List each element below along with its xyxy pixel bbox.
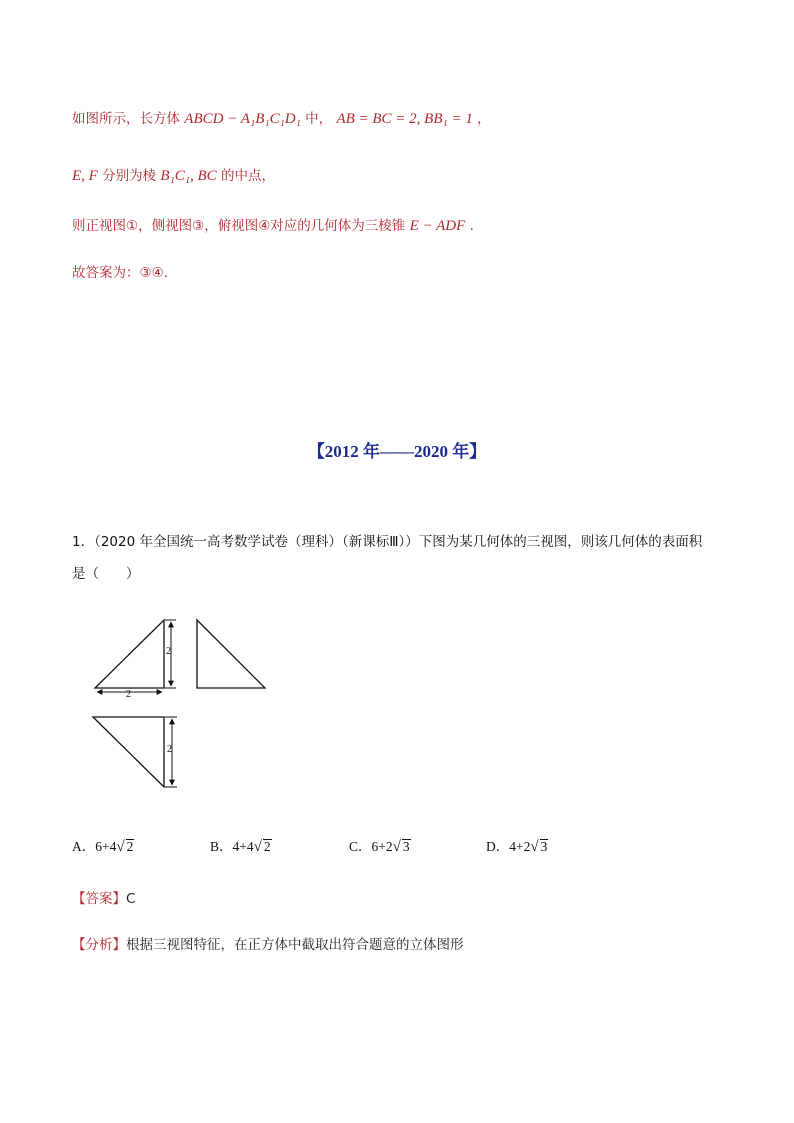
solution-line-4-text: 故答案为：③④.	[72, 265, 168, 281]
solution-line-1-pre: 如图所示，长方体	[72, 111, 185, 127]
option-b[interactable]: B．4+4√ 2	[210, 839, 271, 855]
option-c-rad: 3	[402, 839, 410, 854]
front-view-triangle	[95, 620, 164, 688]
side-view-triangle	[197, 620, 265, 688]
solution-line-2-mid: 分别为棱	[97, 168, 161, 184]
solution-line-2-math2: B₁C₁, BC	[160, 168, 217, 184]
option-b-expr: 4+4	[232, 839, 254, 854]
top-height-label: 2	[167, 744, 172, 755]
solution-line-1-mid: 中，	[300, 111, 337, 127]
solution-line-1-end: ，	[472, 111, 491, 127]
option-a-letter: A．	[72, 839, 96, 854]
answer-value: C	[126, 891, 136, 907]
top-view-triangle	[93, 717, 164, 787]
solution-line-1-math: ABCD − A₁B₁C₁D₁	[184, 111, 301, 127]
front-width-label: 2	[126, 689, 131, 700]
option-b-rad: 2	[263, 839, 271, 854]
analysis-label: 【分析】	[72, 937, 126, 953]
analysis-line	[72, 933, 464, 953]
section-heading: 【2012 年——2020 年】	[307, 442, 487, 461]
option-a[interactable]: A．6+4√ 2	[72, 839, 134, 855]
option-d-letter: D．	[486, 839, 510, 854]
solution-line-2-math: E, F	[72, 168, 98, 184]
answer-label: 【答案】	[72, 891, 126, 907]
analysis-text: 根据三视图特征，在正方体中截取出符合题意的立体图形	[126, 937, 464, 953]
solution-line-3-end: .	[465, 218, 474, 234]
question-line-2: 是（ ）	[72, 566, 140, 582]
option-c-letter: C．	[349, 839, 372, 854]
option-a-expr: 6+4	[95, 839, 117, 854]
solution-line-3-pre: 则正视图①，侧视图③，俯视图④对应的几何体为三棱锥	[72, 218, 410, 234]
option-c-expr: 6+2	[371, 839, 393, 854]
front-height-label: 2	[166, 646, 171, 657]
solution-line-3-math: E − ADF	[409, 218, 466, 234]
question-line-1: 1．（2020 年全国统一高考数学试卷（理科）（新课标Ⅲ））下图为某几何体的三视图，则该几何体的表面积	[72, 534, 703, 550]
option-d-expr: 4+2	[509, 839, 531, 854]
option-d[interactable]: D．4+2√ 3	[486, 839, 548, 855]
solution-line-2-end: 的中点，	[216, 168, 275, 184]
solution-line-1-math2: AB = BC = 2, BB₁ = 1	[336, 111, 473, 127]
option-b-letter: B．	[210, 839, 233, 854]
option-c[interactable]: C．6+2√ 3	[349, 839, 410, 855]
option-d-rad: 3	[540, 839, 548, 854]
option-a-rad: 2	[126, 839, 134, 854]
answer-line	[72, 887, 135, 907]
